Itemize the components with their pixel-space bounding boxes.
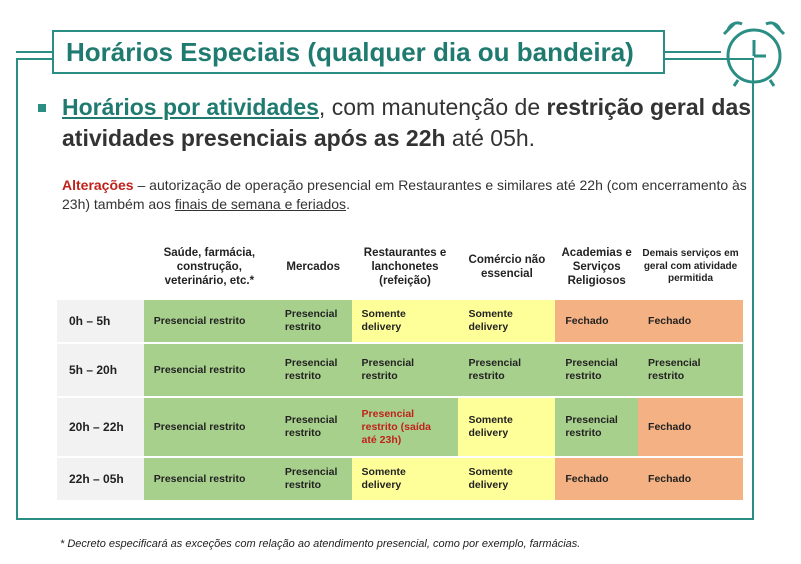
table-cell: Fechado bbox=[555, 300, 638, 344]
table-row bbox=[57, 344, 743, 398]
table-cell: Somente delivery bbox=[458, 398, 555, 458]
row-label: 5h – 20h bbox=[57, 344, 144, 398]
header-restaurants: Restaurantes e lanchonetes (refeição) bbox=[352, 234, 459, 300]
table-cell: Presencial restrito bbox=[555, 398, 638, 458]
row-label: 20h – 22h bbox=[57, 398, 144, 458]
table-cell: Somente delivery bbox=[458, 300, 555, 344]
alarm-clock-icon bbox=[716, 14, 792, 90]
changes-text: – autorização de operação presencial em Restaurantes e similares até 22h (com encerramento às 23h) também aos bbox=[62, 177, 747, 212]
header-health: Saúde, farmácia, construção, veterinário, etc.* bbox=[144, 234, 275, 300]
row-label: 0h – 5h bbox=[57, 300, 144, 344]
table-cell: Presencial restrito bbox=[275, 458, 352, 502]
table-cell: Presencial restrito bbox=[275, 344, 352, 398]
table-cell: Somente delivery bbox=[352, 458, 459, 502]
changes-label: Alterações bbox=[62, 177, 134, 193]
page-title bbox=[52, 30, 665, 74]
footnote: * Decreto especificará as exceções com relação ao atendimento presencial, como por exemplo, farmácias. bbox=[60, 538, 581, 550]
table-cell: Fechado bbox=[638, 300, 743, 344]
table-cell: Presencial restrito bbox=[638, 344, 743, 398]
table-cell: Fechado bbox=[638, 458, 743, 502]
table-cell: Fechado bbox=[555, 458, 638, 502]
table-cell: Fechado bbox=[638, 398, 743, 458]
title-rule-right bbox=[663, 51, 721, 53]
page-title-text: Horários Especiais (qualquer dia ou bandeira) bbox=[66, 36, 634, 67]
table-cell: Somente delivery bbox=[458, 458, 555, 502]
table-cell: Presencial restrito bbox=[458, 344, 555, 398]
bullet-text-1: , com manutenção de bbox=[318, 94, 547, 120]
bullet-bold: restrição geral das atividades presenciais após as 22h bbox=[62, 94, 752, 151]
table-cell: Somente delivery bbox=[352, 300, 459, 344]
table-cell: Presencial restrito bbox=[275, 398, 352, 458]
table-cell: Presencial restrito bbox=[555, 344, 638, 398]
table-cell: Presencial restrito bbox=[275, 300, 352, 344]
table-row bbox=[57, 398, 743, 458]
changes-note bbox=[62, 176, 752, 214]
table-cell: Presencial restrito (saída até 23h) bbox=[352, 398, 459, 458]
square-bullet-icon bbox=[38, 104, 46, 112]
changes-underlined: finais de semana e feriados bbox=[174, 196, 347, 212]
bullet-highlight: Horários por atividades bbox=[62, 94, 319, 120]
header-commerce: Comércio não essencial bbox=[458, 234, 555, 300]
bullet-text-2: até 05h. bbox=[445, 125, 536, 151]
table-cell: Presencial restrito bbox=[352, 344, 459, 398]
header-markets: Mercados bbox=[275, 234, 352, 300]
main-bullet bbox=[62, 92, 752, 154]
header-gyms: Academias e Serviços Religiosos bbox=[555, 234, 638, 300]
table-cell: Presencial restrito bbox=[144, 300, 275, 344]
header-other-services: Demais serviços em geral com atividade permitida bbox=[638, 234, 743, 300]
schedule-table bbox=[57, 234, 743, 502]
row-label: 22h – 05h bbox=[57, 458, 144, 502]
table-corner bbox=[57, 234, 144, 300]
table-row bbox=[57, 458, 743, 502]
title-rule-left bbox=[16, 51, 52, 53]
table-cell: Presencial restrito bbox=[144, 398, 275, 458]
table-cell: Presencial restrito bbox=[144, 458, 275, 502]
table-row bbox=[57, 300, 743, 344]
table-cell: Presencial restrito bbox=[144, 344, 275, 398]
changes-end: . bbox=[346, 196, 350, 212]
